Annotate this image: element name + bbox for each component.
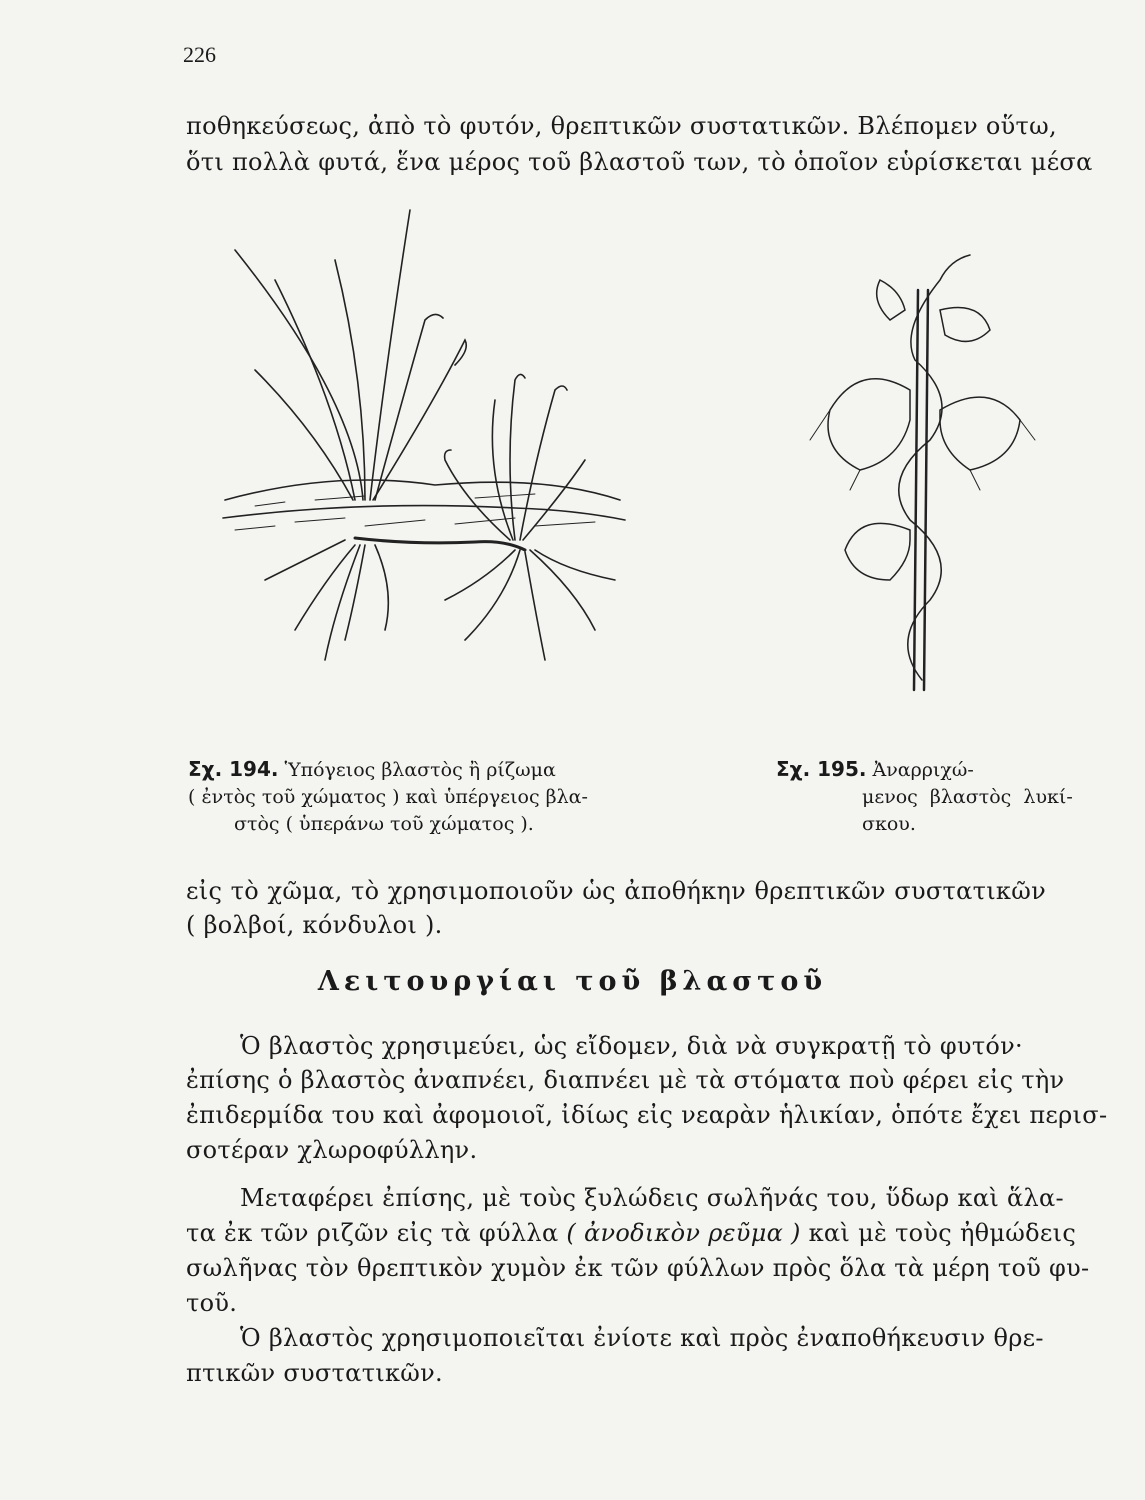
after-figure-line-2: ( βολβοί, κόνδυλοι ).	[186, 911, 443, 939]
climbing-stem-illustration	[790, 240, 1050, 700]
paragraph-3-line-1: Ὁ βλαστὸς χρησιμοποιεῖται ἐνίοτε καὶ πρὸς ἐναποθήκευσιν θρε-	[240, 1324, 1044, 1352]
page-number: 226	[183, 42, 216, 67]
figure-194-number: Σχ. 194.	[188, 757, 279, 781]
paragraph-1-line-2: ἐπίσης ὁ βλαστὸς ἀναπνέει, διαπνέει μὲ τὰ στόματα ποὺ φέρει εἰς τὴν	[186, 1066, 1065, 1094]
figure-195-caption-line-2: μενος βλαστὸς λυκί-	[862, 786, 1073, 808]
intro-line-1: ποθηκεύσεως, ἀπὸ τὸ φυτόν, θρεπτικῶν συστατικῶν. Βλέπομεν οὕτω,	[186, 112, 1057, 140]
ascending-sap-term: ( ἀνοδικὸν ρεῦμα )	[566, 1219, 801, 1247]
figure-194-caption	[188, 756, 588, 838]
paragraph-2-line-1: Μεταφέρει ἐπίσης, μὲ τοὺς ξυλώδεις σωλῆνάς του, ὕδωρ καὶ ἅλα-	[240, 1184, 1064, 1212]
rhizome-illustration	[215, 200, 635, 700]
paragraph-1-line-3: ἐπιδερμίδα του καὶ ἀφομοιοῖ, ἰδίως εἰς νεαρὰν ἡλικίαν, ὁπότε ἔχει περισ-	[186, 1101, 1108, 1129]
figure-194-caption-line-1: Ὑπόγειος βλαστὸς ἢ ρίζωμα	[284, 759, 556, 781]
paragraph-1-line-4: σοτέραν χλωροφύλλην.	[186, 1136, 478, 1164]
paragraph-2-line-3: σωλῆνας τὸν θρεπτικὸν χυμὸν ἐκ τῶν φύλλων πρὸς ὅλα τὰ μέρη τοῦ φυ-	[186, 1254, 1090, 1282]
paragraph-2-line-2-start: τα ἐκ τῶν ριζῶν εἰς τὰ φύλλα	[186, 1219, 559, 1247]
figure-195-caption-line-3: σκου.	[862, 813, 916, 835]
figure-194-caption-line-2: ( ἐντὸς τοῦ χώματος ) καὶ ὑπέργειος βλα-	[188, 786, 588, 808]
paragraph-2-line-2	[186, 1219, 1077, 1247]
figure-194-caption-line-3: στὸς ( ὑπεράνω τοῦ χώματος ).	[234, 813, 534, 835]
figure-195-caption	[776, 756, 1073, 838]
figure-195-caption-line-1: Ἀναρριχώ-	[872, 759, 974, 781]
paragraph-2-line-4: τοῦ.	[186, 1289, 238, 1317]
paragraph-3-line-2: πτικῶν συστατικῶν.	[186, 1359, 443, 1387]
figure-195-number: Σχ. 195.	[776, 757, 867, 781]
paragraph-2-line-2-end: καὶ μὲ τοὺς ἠθμώδεις	[808, 1219, 1077, 1247]
section-heading: Λειτουργίαι τοῦ βλαστοῦ	[317, 966, 828, 997]
after-figure-line-1: εἰς τὸ χῶμα, τὸ χρησιμοποιοῦν ὡς ἀποθήκην θρεπτικῶν συστατικῶν	[186, 877, 1046, 905]
paragraph-1-line-1: Ὁ βλαστὸς χρησιμεύει, ὡς εἴδομεν, διὰ νὰ συγκρατῇ τὸ φυτόν·	[240, 1032, 1023, 1060]
intro-line-2: ὅτι πολλὰ φυτά, ἕνα μέρος τοῦ βλαστοῦ των, τὸ ὁποῖον εὑρίσκεται μέσα	[186, 148, 1093, 176]
